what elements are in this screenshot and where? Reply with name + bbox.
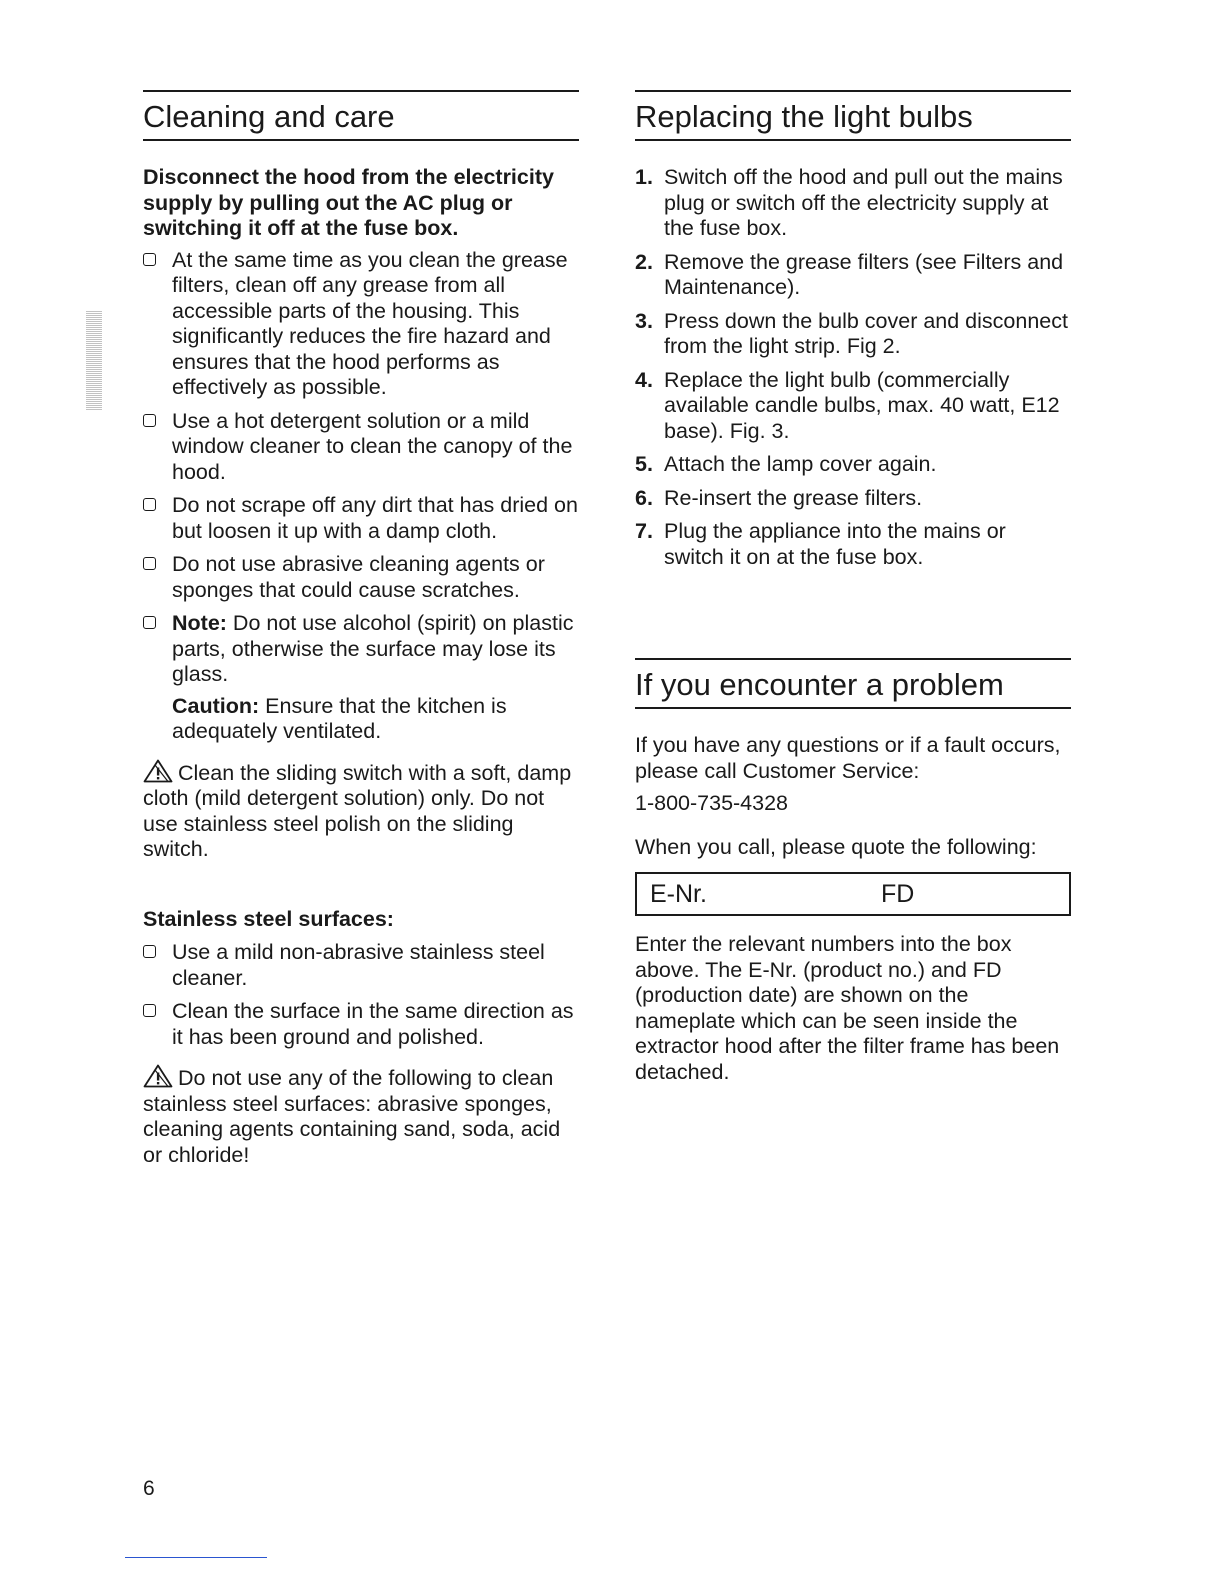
enr-fd-box: [635, 872, 1071, 916]
list-item: At the same time as you clean the grease filters, clean off any grease from all accessible parts of the housing. This significantly reduces the fire hazard and ensures that the hood performs as effectively as possible.: [143, 248, 579, 401]
caution-label: Caution:: [172, 693, 260, 718]
bulbs-title: Replacing the light bulbs: [635, 90, 1071, 141]
section-spacer: [635, 578, 1071, 658]
bottom-link-line: [125, 1557, 267, 1558]
note-label: Note:: [172, 611, 227, 635]
quote-instruction: When you call, please quote the following:: [635, 834, 1037, 859]
step-item: 4. Replace the light bulb (commercially available candle bulbs, max. 40 watt, E12 base). Fig. 3.: [635, 367, 1060, 443]
checkbox-icon: [143, 414, 156, 427]
checkbox-icon: [143, 557, 156, 570]
list-item: Do not use abrasive cleaning agents or sponges that could cause scratches.: [143, 552, 579, 603]
step-item: 2. Remove the grease filters (see Filters and Maintenance).: [635, 249, 1064, 299]
nameplate-instructions: Enter the relevant numbers into the box above. The E-Nr. (product no.) and FD (production date) are shown on the nameplate which can be seen inside the extractor hood after the filter frame has been detached.: [635, 932, 1060, 1084]
problem-intro: If you have any questions or if a fault occurs, please call Customer Service:: [635, 733, 1061, 783]
service-phone: 1-800-735-4328: [635, 791, 789, 815]
cleaning-intro: Disconnect the hood from the electricity supply by pulling out the AC plug or switching it off at the fuse box.: [143, 165, 554, 240]
checkbox-icon: [143, 498, 156, 511]
problem-title: If you encounter a problem: [635, 658, 1071, 709]
step-item: 5. Attach the lamp cover again.: [635, 452, 937, 476]
cleaning-list: [143, 248, 579, 688]
checkbox-icon: [143, 253, 156, 266]
list-item: Clean the surface in the same direction as it has been ground and polished.: [143, 999, 579, 1050]
bulb-steps: [635, 165, 1071, 570]
note-item: Note: Do not use alcohol (spirit) on plastic parts, otherwise the surface may lose its glass.: [143, 611, 579, 688]
warning-triangle-icon: [143, 759, 173, 783]
checkbox-icon: [143, 1004, 156, 1017]
list-item: Use a mild non-abrasive stainless steel cleaner.: [143, 940, 579, 991]
side-thumb-tab: [86, 310, 102, 410]
checkbox-icon: [143, 616, 156, 629]
checkbox-icon: [143, 945, 156, 958]
list-item: Use a hot detergent solution or a mild window cleaner to clean the canopy of the hood.: [143, 409, 579, 486]
step-item: 1. Switch off the hood and pull out the mains plug or switch off the electricity supply at the fuse box.: [635, 165, 1063, 240]
enr-label: E-Nr.: [650, 880, 707, 908]
list-item: Do not scrape off any dirt that has dried on but loosen it up with a damp cloth.: [143, 493, 579, 544]
cleaning-title: Cleaning and care: [143, 90, 579, 141]
sliding-switch-warning: Clean the sliding switch with a soft, damp cloth (mild detergent solution) only. Do not use stainless steel polish on the sliding switch.: [143, 760, 572, 861]
warning-triangle-icon: [143, 1064, 173, 1088]
stainless-warning: Do not use any of the following to clean stainless steel surfaces: abrasive sponges, cleaning agents containing sand, soda, acid or chloride!: [143, 1066, 561, 1167]
step-item: 6. Re-insert the grease filters.: [635, 485, 923, 510]
step-item: 7. Plug the appliance into the mains or switch it on at the fuse box.: [635, 519, 1006, 569]
page-number: 6: [143, 1477, 155, 1500]
right-column: [635, 90, 1071, 1085]
stainless-heading: Stainless steel surfaces:: [143, 906, 394, 931]
step-item: 3. Press down the bulb cover and disconnect from the light strip. Fig 2.: [635, 308, 1068, 358]
fd-label: FD: [881, 880, 915, 908]
cleaning-column: [143, 90, 579, 1176]
caution-paragraph: Caution: Ensure that the kitchen is adequately ventilated.: [172, 693, 507, 743]
stainless-list: [143, 940, 579, 1050]
